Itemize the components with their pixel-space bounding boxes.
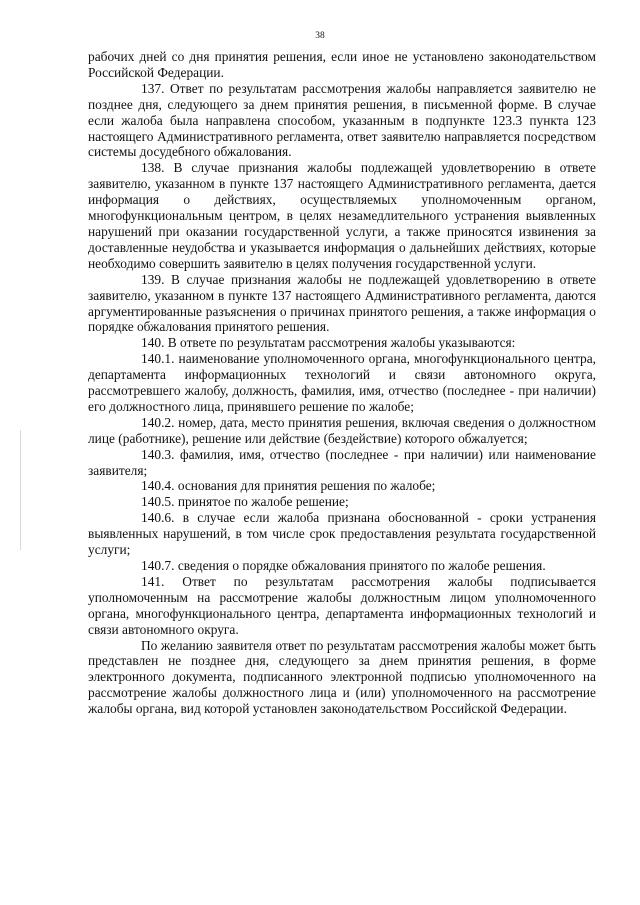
paragraph-138: 138. В случае признания жалобы подлежащей удовлетворению в ответе заявителю, указанном в пункте 137 настоящего Административного регламента, дается информация о действиях, осуществляемых уполномоченным органом, многофункциональным центром, в целях незамедлительного устранения выявленных нарушений при оказании государственной услуги, а также приносятся извинения за доставленные неудобства и указывается информация о дальнейших действиях, которые необходимо совершить заявителю в целях получения государственной услуги. [88,160,596,271]
document-body [88,49,596,717]
paragraph-continuation: рабочих дней со дня принятия решения, если иное не установлено законодательством Российской Федерации. [88,49,596,80]
paragraph-140-4: 140.4. основания для принятия решения по жалобе; [141,478,436,494]
paragraph-electronic-response: По желанию заявителя ответ по результатам рассмотрения жалобы может быть представлен не позднее дня, следующего за днем принятия решения, в форме электронного документа, подписанного электронной подписью уполномоченного на рассмотрение жалобы должностного лица и (или) уполномоченного на рассмотрение жалобы органа, вид которой установлен законодательством Российской Федерации. [88,637,596,717]
scan-margin-mark [20,430,21,550]
paragraph-137: 137. Ответ по результатам рассмотрения жалобы направляется заявителю не позднее дня, следующего за днем принятия решения, в письменной форме. В случае если жалоба была направлена способом, указанным в подпункте 123.3 пункта 123 настоящего Административного регламента, ответ заявителю направляется посредством системы досудебного обжалования. [88,80,596,160]
page-number: 38 [315,31,325,41]
paragraph-140: 140. В ответе по результатам рассмотрения жалобы указываются: [141,335,516,351]
paragraph-140-7: 140.7. сведения о порядке обжалования принятого по жалобе решения. [141,558,546,573]
paragraph-140-5: 140.5. принятое по жалобе решение; [141,494,349,510]
paragraph-139: 139. В случае признания жалобы не подлежащей удовлетворению в ответе заявителю, указанном в пункте 137 настоящего Административного регламента, даются аргументированные разъяснения о причинах принятого решения, а также информация о порядке обжалования принятого решения. [88,271,596,335]
paragraph-140-1: 140.1. наименование уполномоченного органа, многофункционального центра, департамента информационных технологий и связи автономного округа, рассмотревшего жалобу, должность, фамилия, имя, отчество (последнее - при наличии) его должностного лица, принявшего решение по жалобе; [88,351,596,414]
paragraph-141: 141. Ответ по результатам рассмотрения жалобы подписывается уполномоченным на рассмотрение жалобы должностным лицом уполномоченного органа, многофункционального центра, департамента информационных технологий и связи автономного округа. [88,573,596,637]
paragraph-140-2: 140.2. номер, дата, место принятия решения, включая сведения о должностном лице (работнике), решение или действие (бездействие) которого обжалуется; [88,414,596,446]
paragraph-140-3: 140.3. фамилия, имя, отчество (последнее - при наличии) или наименование заявителя; [88,446,596,478]
paragraph-140-6: 140.6. в случае если жалоба признана обоснованной - сроки устранения выявленных нарушений, в том числе срок предоставления результата государственной услуги; [88,510,596,558]
